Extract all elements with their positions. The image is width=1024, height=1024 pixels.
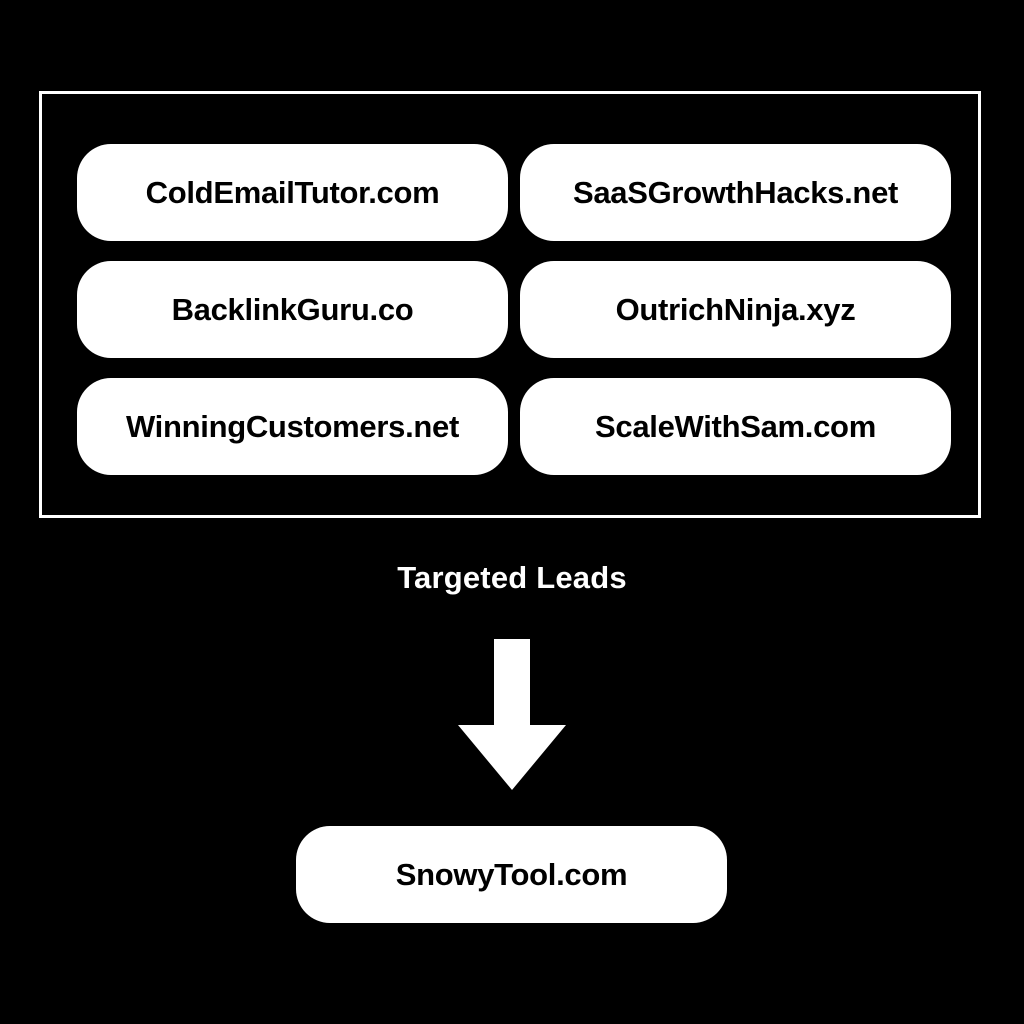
source-site-pill: BacklinkGuru.co <box>77 261 508 358</box>
source-site-pill: SaaSGrowthHacks.net <box>520 144 951 241</box>
source-site-pill: ColdEmailTutor.com <box>77 144 508 241</box>
source-site-pill: OutrichNinja.xyz <box>520 261 951 358</box>
arrow-down-icon <box>458 639 566 790</box>
source-sites-box <box>39 91 981 518</box>
flow-label: Targeted Leads <box>397 560 627 595</box>
source-site-pill: WinningCustomers.net <box>77 378 508 475</box>
source-site-pill: ScaleWithSam.com <box>520 378 951 475</box>
target-site-pill: SnowyTool.com <box>296 826 727 923</box>
